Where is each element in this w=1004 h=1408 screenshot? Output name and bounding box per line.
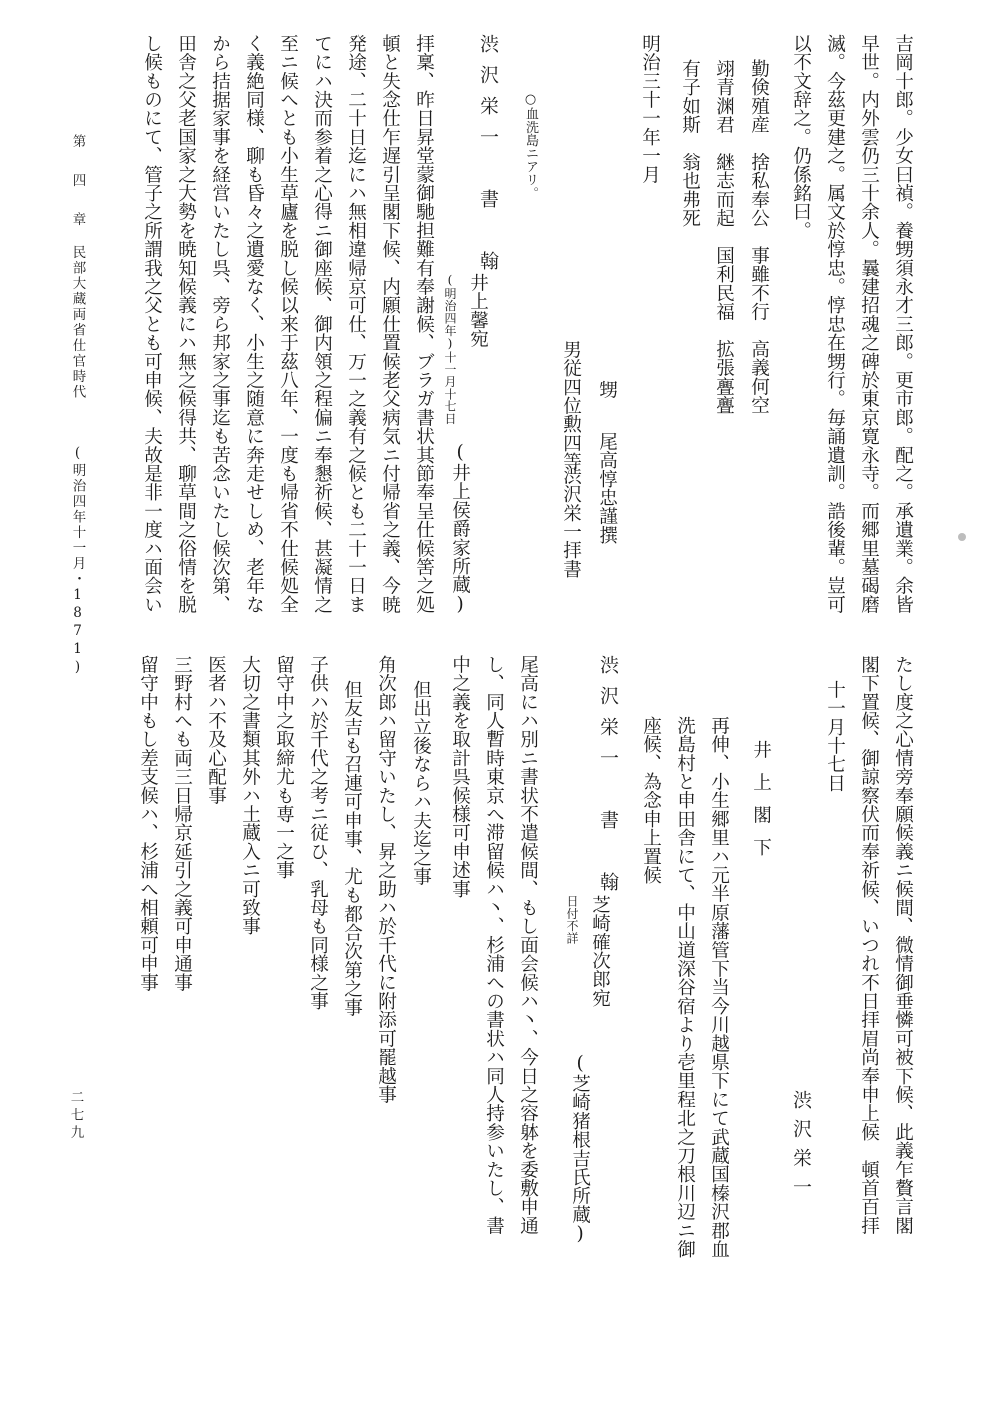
chapter-label: 第 四 章 [69, 134, 86, 232]
list-item: 留守中もし差支候ハ、杉浦へ相頼可申事 [137, 655, 159, 992]
list-item: 子供ハ於千代之考ニ従ひ、乳母も同様之事 [307, 655, 329, 1011]
letter-recipient: 井上馨宛 [467, 273, 489, 348]
postscript-line: 座候、為念申上置候 [640, 716, 662, 885]
letter-body-line: 発途、二十日迄にハ無相違帰京可仕、万一之義有之候とも二十一日ま [345, 34, 367, 614]
epitaph-line: 吉岡十郎。少女曰禎。養甥須永才三郎。更市郎。配之。承遺業。余皆 [892, 34, 914, 614]
calligrapher-rank: 男従四位勲四等 [560, 340, 582, 471]
list-item: 留守中之取締尤も専一之事 [273, 655, 295, 880]
inscription-line: 勤倹殖産 捨私奉公 事雖不行 高義何空 [748, 59, 770, 415]
letter-body-line: 頓と失念仕乍遅引呈閣下候、内願仕置候老父病気ニ付帰省之義、今暁 [379, 34, 401, 614]
list-item: 三野村へも両三日帰京延引之義可申通事 [171, 655, 193, 992]
list-item: 但出立後ならハ夫迄之事 [410, 680, 432, 886]
calligrapher-name: 渋沢栄一拝書 [560, 466, 582, 579]
postscript-line: 再伸、小生郷里ハ元半原藩管下当今川越県下にて武蔵国榛沢郡血 [708, 716, 730, 1259]
epitaph-line: 以不文辞之。仍係銘曰。 [790, 34, 812, 240]
scan-speck [958, 533, 966, 541]
letter-body-line: し、同人暫時東京へ滞留候ハ丶、杉浦への書状ハ同人持参いたし、書 [483, 655, 505, 1235]
closing-date: 明治三十一年一月 [639, 34, 661, 184]
letter-addressee: 井上閣下 [750, 740, 772, 871]
page-number: 二七九 [67, 1090, 84, 1143]
epitaph-line: 滅。今茲更建之。属文於惇忠。惇忠在甥行。毎誦遺訓。誥後輩。豈可 [824, 34, 846, 614]
list-item: 但友吉も召連可申事、尤も都合次第之事 [341, 680, 363, 1017]
letter-body-line: 田舎之父老国家之大勢を暁知候義にハ無之候得共、聊草間之俗情を脱 [175, 34, 197, 614]
list-item: 大切之書類其外ハ土蔵入ニ可致事 [239, 655, 261, 936]
letter-body-line: たし度之心情旁奉願候義ニ候間、微情御垂憐可被下候、此義乍贅言閣 [892, 655, 914, 1235]
letter-heading: 渋沢栄一 書 翰 [597, 655, 619, 903]
letter-date: (明治四年)十一月十七日 [443, 273, 457, 425]
letter-source: (芝崎猪根吉氏所蔵) [569, 1053, 591, 1245]
letter-body-line: 尾高にハ別ニ書状不遣候間、もし面会候ハ丶、今日之容躰を委敷申通 [517, 655, 539, 1235]
author-relation: 甥 [596, 380, 618, 399]
letter-body-line: 中之義を取計呉候様可申述事 [449, 655, 471, 899]
letter-signature: 渋沢栄一 [790, 1090, 812, 1206]
letter-body-line: 至ニ候へとも小生草廬を脱し候以来于茲八年、一度も帰省不仕候処全 [277, 34, 299, 614]
list-item: 角次郎ハ留守いたし、昇之助ハ於千代に附添可罷越事 [375, 655, 397, 1104]
chapter-title: 民部大蔵両省仕官時代 [69, 245, 86, 400]
letter-body-line: 閣下置候、御諒察伏而奉祈候、いつれ不日拝眉尚奉申上候 頓首百拝 [858, 655, 880, 1235]
list-item: 医者ハ不及心配事 [205, 655, 227, 805]
letter-heading: 渋沢栄一 書 翰 [477, 34, 499, 282]
epitaph-line: 早世。内外雲仍三十余人。曩建招魂之碑於東京寛永寺。而郷里墓碣磨 [858, 34, 880, 614]
letter-date: 十一月十七日 [824, 680, 846, 793]
letter-body-line: から拮据家事を経営いたし呉、旁ら邦家之事迄も苦念いたし候次第、 [209, 34, 231, 614]
postscript-line: 洗島村と申田舎にて、中山道深谷宿より壱里程北之刀根川辺ニ御 [674, 716, 696, 1259]
letter-body-line: 拝稟、昨日昇堂蒙御馳担難有奉謝候、ブラガ書状其節奉呈仕候筈之処 [413, 34, 435, 614]
letter-recipient: 芝崎確次郎宛 [589, 895, 611, 1008]
author-name: 尾高惇忠謹撰 [596, 432, 618, 545]
inscription-line: 有子如斯 翁也弗死 [679, 59, 701, 228]
letter-date: 日付不詳 [565, 895, 579, 945]
location-note: ○血洗島ニアリ。 [523, 92, 538, 200]
chapter-date-range: (明治四年十一月・1871) [69, 445, 86, 677]
letter-source: (井上侯爵家所蔵) [449, 442, 471, 616]
letter-body-line: てにハ決而参着之心得ニ御座候、御内領之程偏ニ奉懇祈候、甚凝情之 [311, 34, 333, 614]
letter-body-line: く義絶同様、聊も昏々之遺愛なく、小生之随意に奔走せしめ、老年な [243, 34, 265, 614]
inscription-line: 翊青渊君 継志而起 国利民福 拡張亹亹 [713, 59, 735, 415]
letter-body-line: し候ものにて、管子之所謂我之父とも可申候、夫故是非一度ハ面会い [141, 34, 163, 614]
